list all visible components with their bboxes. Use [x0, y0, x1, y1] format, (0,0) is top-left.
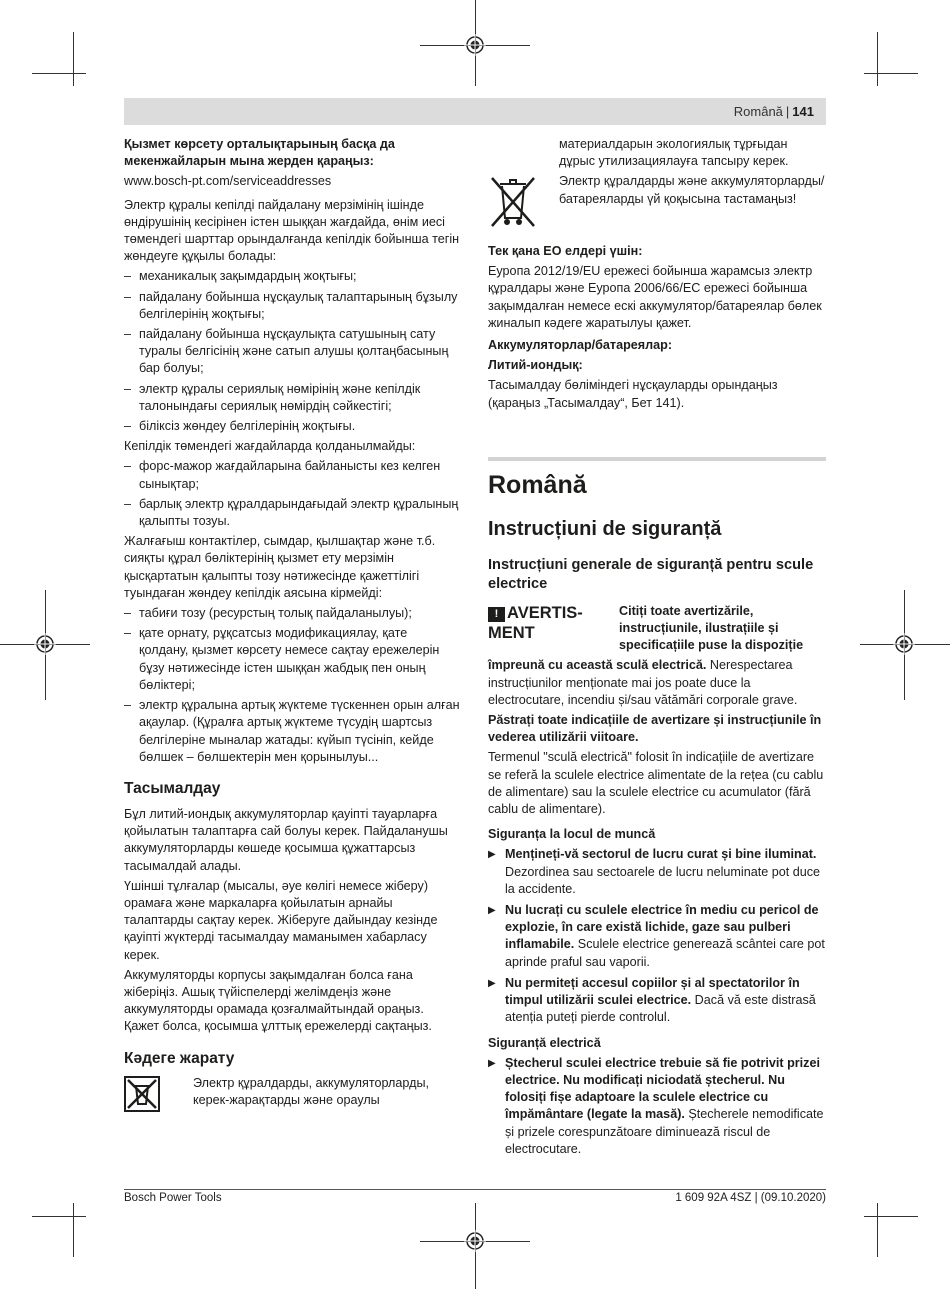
transport-paragraph: Бұл литий-иондық аккумуляторлар қауіпті тауарларға қойылатын талаптарға сай болуы керек. Пайдаланушы аккумуляторларды көшеде қосымша құжаттарсыз тасымалдай алады.: [124, 806, 448, 873]
list-item: – форс-мажор жағдайларына байланысты кез келген сынықтар;: [124, 458, 460, 492]
list-item: – электр құралы сериялық нөмірінің және кепілдік талонындағы сериялық нөмірдің сәйкестігі;: [124, 381, 460, 415]
service-url[interactable]: www.bosch-pt.com/serviceaddresses: [124, 174, 332, 189]
item-text: Dacă vă este distrasă atenția puteți pierde controlul.: [505, 993, 816, 1025]
list-item: [488, 975, 826, 1027]
batteries-heading: Аккумуляторлар/батареялар:: [488, 338, 673, 353]
lithium-text: Тасымалдау бөліміндегі нұсқауларды орындаңыз (қараңыз „Тасымалдау“, Бет 141).: [488, 378, 778, 410]
page-header: [124, 98, 826, 125]
registration-mark-icon: [464, 1230, 486, 1252]
warning-label: [488, 603, 616, 643]
crop-mark: [73, 32, 74, 86]
crop-mark: [32, 73, 86, 74]
item-bold: Nu permiteți accesul copiilor și al spectatorilor în timpul utilizării sculei electrice.: [505, 975, 800, 1008]
disposal-household-texts: [559, 136, 826, 211]
term-text: Termenul "sculă electrică" folosit în indicațiile de avertizare se referă la sculele electrice alimentate de la rețea (cu cablu de alimentare) sau la sculele electrice cu acumulator (fără cablu de alimentare).: [488, 750, 824, 817]
registration-mark-icon: [34, 633, 56, 655]
list-item: – табиғи тозу (ресурстың толық пайдаланылуы);: [124, 605, 460, 622]
general-title: Instrucțiuni generale de siguranță pentru scule electrice: [488, 556, 814, 593]
item-bold: Nu lucrați cu sculele electrice în mediu cu pericol de explozie, în care există lichide, gaze sau pulberi inflamabile.: [505, 903, 819, 952]
disposal-household: Электр құралдарды және аккумуляторларды/ батареяларды үй қоқысына тастамаңыз!: [559, 174, 825, 206]
service-heading: Қызмет көрсету орталықтарының басқа да мекенжайларын мына жерден қараңыз:: [124, 137, 395, 169]
not-applied-intro: Кепілдік төмендегі жағдайларда қолданылмайды:: [124, 439, 416, 454]
registration-mark-icon: [893, 633, 915, 655]
item-text: Ștecherele nemodificate și prizele corespunzătoare diminuează riscul de electrocutare.: [505, 1107, 824, 1156]
registration-mark-icon: [464, 34, 486, 56]
list-item: – электр құралына артық жүктеме түскеннен орын алған ақаулар. (Құралға артық жүктеме түсудің шартсыз белгілеріне мыналар жатады: күйып түсініп, кейде бөлшек – бөлшектерін мен қорынылуы...: [124, 697, 460, 766]
language-title: Română: [488, 470, 587, 499]
crop-mark: [32, 1216, 86, 1217]
disposal-row: [124, 1076, 460, 1112]
warning-label-text: AVERTIS-MENT: [488, 603, 583, 642]
item-bold: Ștecherul sculei electrice trebuie să fie potrivit prizei electrice. Nu modificați niciodată ștecherul. Nu folosiți fișe adaptoare la sculele electrice cu împământare (legate la masă).: [505, 1055, 820, 1122]
disposal-continued: материалдарын экологиялық тұрғыдан дұрыс утилизациялауға тапсыру керек.: [559, 137, 789, 169]
list-item: – қате орнату, рұқсатсыз модификациялау, қате қолдану, қызмет көрсету немесе сақтау ережелерін бұзу нәтижесінде істен шыққан жабдық пен оның бөліктері;: [124, 625, 460, 694]
warning-block: [488, 603, 826, 655]
list-item: [488, 902, 826, 971]
list-item: – барлық электр құралдарындағыдай электр құралының қалыпты тозуы.: [124, 496, 460, 530]
safety-title: Instrucțiuni de siguranță: [488, 517, 722, 540]
crop-mark: [877, 32, 878, 86]
transport-paragraph: Үшінші тұлғалар (мысалы, әуе көлігі немесе жіберу) орамаға және маркаларға қойылатын арнайы талаптарды сақтау керек. Жіберуге дайындау кезінде қауіпті жүктерді тасымалдау маманымен хабарласу керек.: [124, 878, 438, 962]
item-text: Sculele electrice generează scântei care pot aprinde praful sau vaporii.: [505, 937, 825, 969]
warranty-intro: Электр құралы кепілді пайдалану мерзімінің ішінде өндірушінің кесірінен істен шыққан жағдайда, өнім иесі төмендегі шарттар орындалғанда кепілдік бойынша тегін жөндеуге құқылы болады:: [124, 197, 460, 264]
crop-mark: [864, 73, 918, 74]
header-language: Română: [733, 104, 783, 119]
eu-text: Еуропа 2012/19/EU ережесі бойынша жарамсыз электр құралдары және Еуропа 2006/66/EC ережесі бойынша зақымдалған немесе ескі аккумулятор/батареялар бөлек жиналып кәдеге жаратылуы қажет.: [488, 264, 822, 330]
crop-mark: [864, 1216, 918, 1217]
list-item: – пайдалану бойынша нұсқаулықта сатушының сату туралы белгісінің және сатып алушы қолтаңбасының бар болуы;: [124, 326, 460, 378]
list-item: – механикалық зақымдардың жоқтығы;: [124, 268, 460, 285]
transport-heading: Тасымалдау: [124, 779, 221, 797]
warning-continuation: [488, 657, 826, 709]
crop-mark: [73, 1203, 74, 1257]
header-text: [734, 103, 814, 120]
eu-heading: Тек қана ЕО елдері үшін:: [488, 244, 643, 258]
warning-cont-bold: împreună cu această sculă electrică.: [488, 658, 707, 673]
transport-paragraph: Аккумуляторды корпусы зақымдалған болса ғана жіберіңіз. Ашық түйіспелерді желімдеңіз және аккумуляторды орамада қозғалмайтындай ораңыз. Қажет болса, қосымша ұлттық ережелерді сақтаңыз.: [124, 967, 432, 1034]
footer-doc-id: 1 609 92A 4SZ | (09.10.2020): [675, 1192, 826, 1204]
list-item: – пайдалану бойынша нұсқаулық талаптарының бұзылу белгілерінің жоқтығы;: [124, 289, 460, 323]
footer-divider: [124, 1189, 826, 1190]
section-divider: [488, 457, 826, 461]
workplace-heading: Siguranța la locul de muncă: [488, 827, 656, 842]
disposal-heading: Кәдеге жарату: [124, 1049, 235, 1067]
warning-triangle-icon: !: [488, 607, 505, 622]
footer-brand: Bosch Power Tools: [124, 1192, 222, 1204]
disposal-household-row: [488, 136, 826, 230]
warning-bold-text: Citiți toate avertizările, instrucțiunile, ilustrațiile și specificațiile puse la dispoziție: [619, 603, 804, 653]
header-separator: |: [785, 104, 790, 119]
item-bold: Mențineți-vă sectorul de lucru curat și bine iluminat.: [505, 847, 817, 862]
crop-mark: [877, 1203, 878, 1257]
electrical-heading: Siguranță electrică: [488, 1035, 601, 1050]
weee-bin-icon: [488, 174, 538, 230]
list-item: [488, 1055, 826, 1158]
parts-intro: Жалғағыш контактілер, сымдар, қылшақтар және т.б. сияқты құрал бөліктерінің қызмет ету мерзімін қысқартатын қалыпты тозу нәтижесінде қажеттілігі туындаған жөндеу кепілдік аясына кірмейді:: [124, 534, 436, 600]
item-text: Dezordinea sau sectoarele de lucru neluminate pot duce la accidente.: [505, 864, 821, 896]
left-column: [124, 136, 460, 1112]
lithium-heading: Литий-иондық:: [488, 358, 583, 373]
crossed-bin-icon: [124, 1076, 160, 1112]
disposal-text: Электр құралдарды, аккумуляторларды, керек-жарақтарды және ораулы: [193, 1075, 430, 1107]
right-column: [488, 136, 826, 1162]
warning-cont-text: Nerespectarea instrucțiunilor menționate mai jos poate duce la electrocutare, incendiu și/sau vătămări corporale grave.: [488, 658, 798, 707]
list-item: – біліксіз жөндеу белгілерінің жоқтығы.: [124, 418, 460, 435]
list-item: [488, 846, 826, 898]
keep-instructions: Păstrați toate indicațiile de avertizare și instrucțiunile în vederea utilizării viitoare.: [488, 713, 822, 745]
page-number: 141: [792, 104, 814, 119]
